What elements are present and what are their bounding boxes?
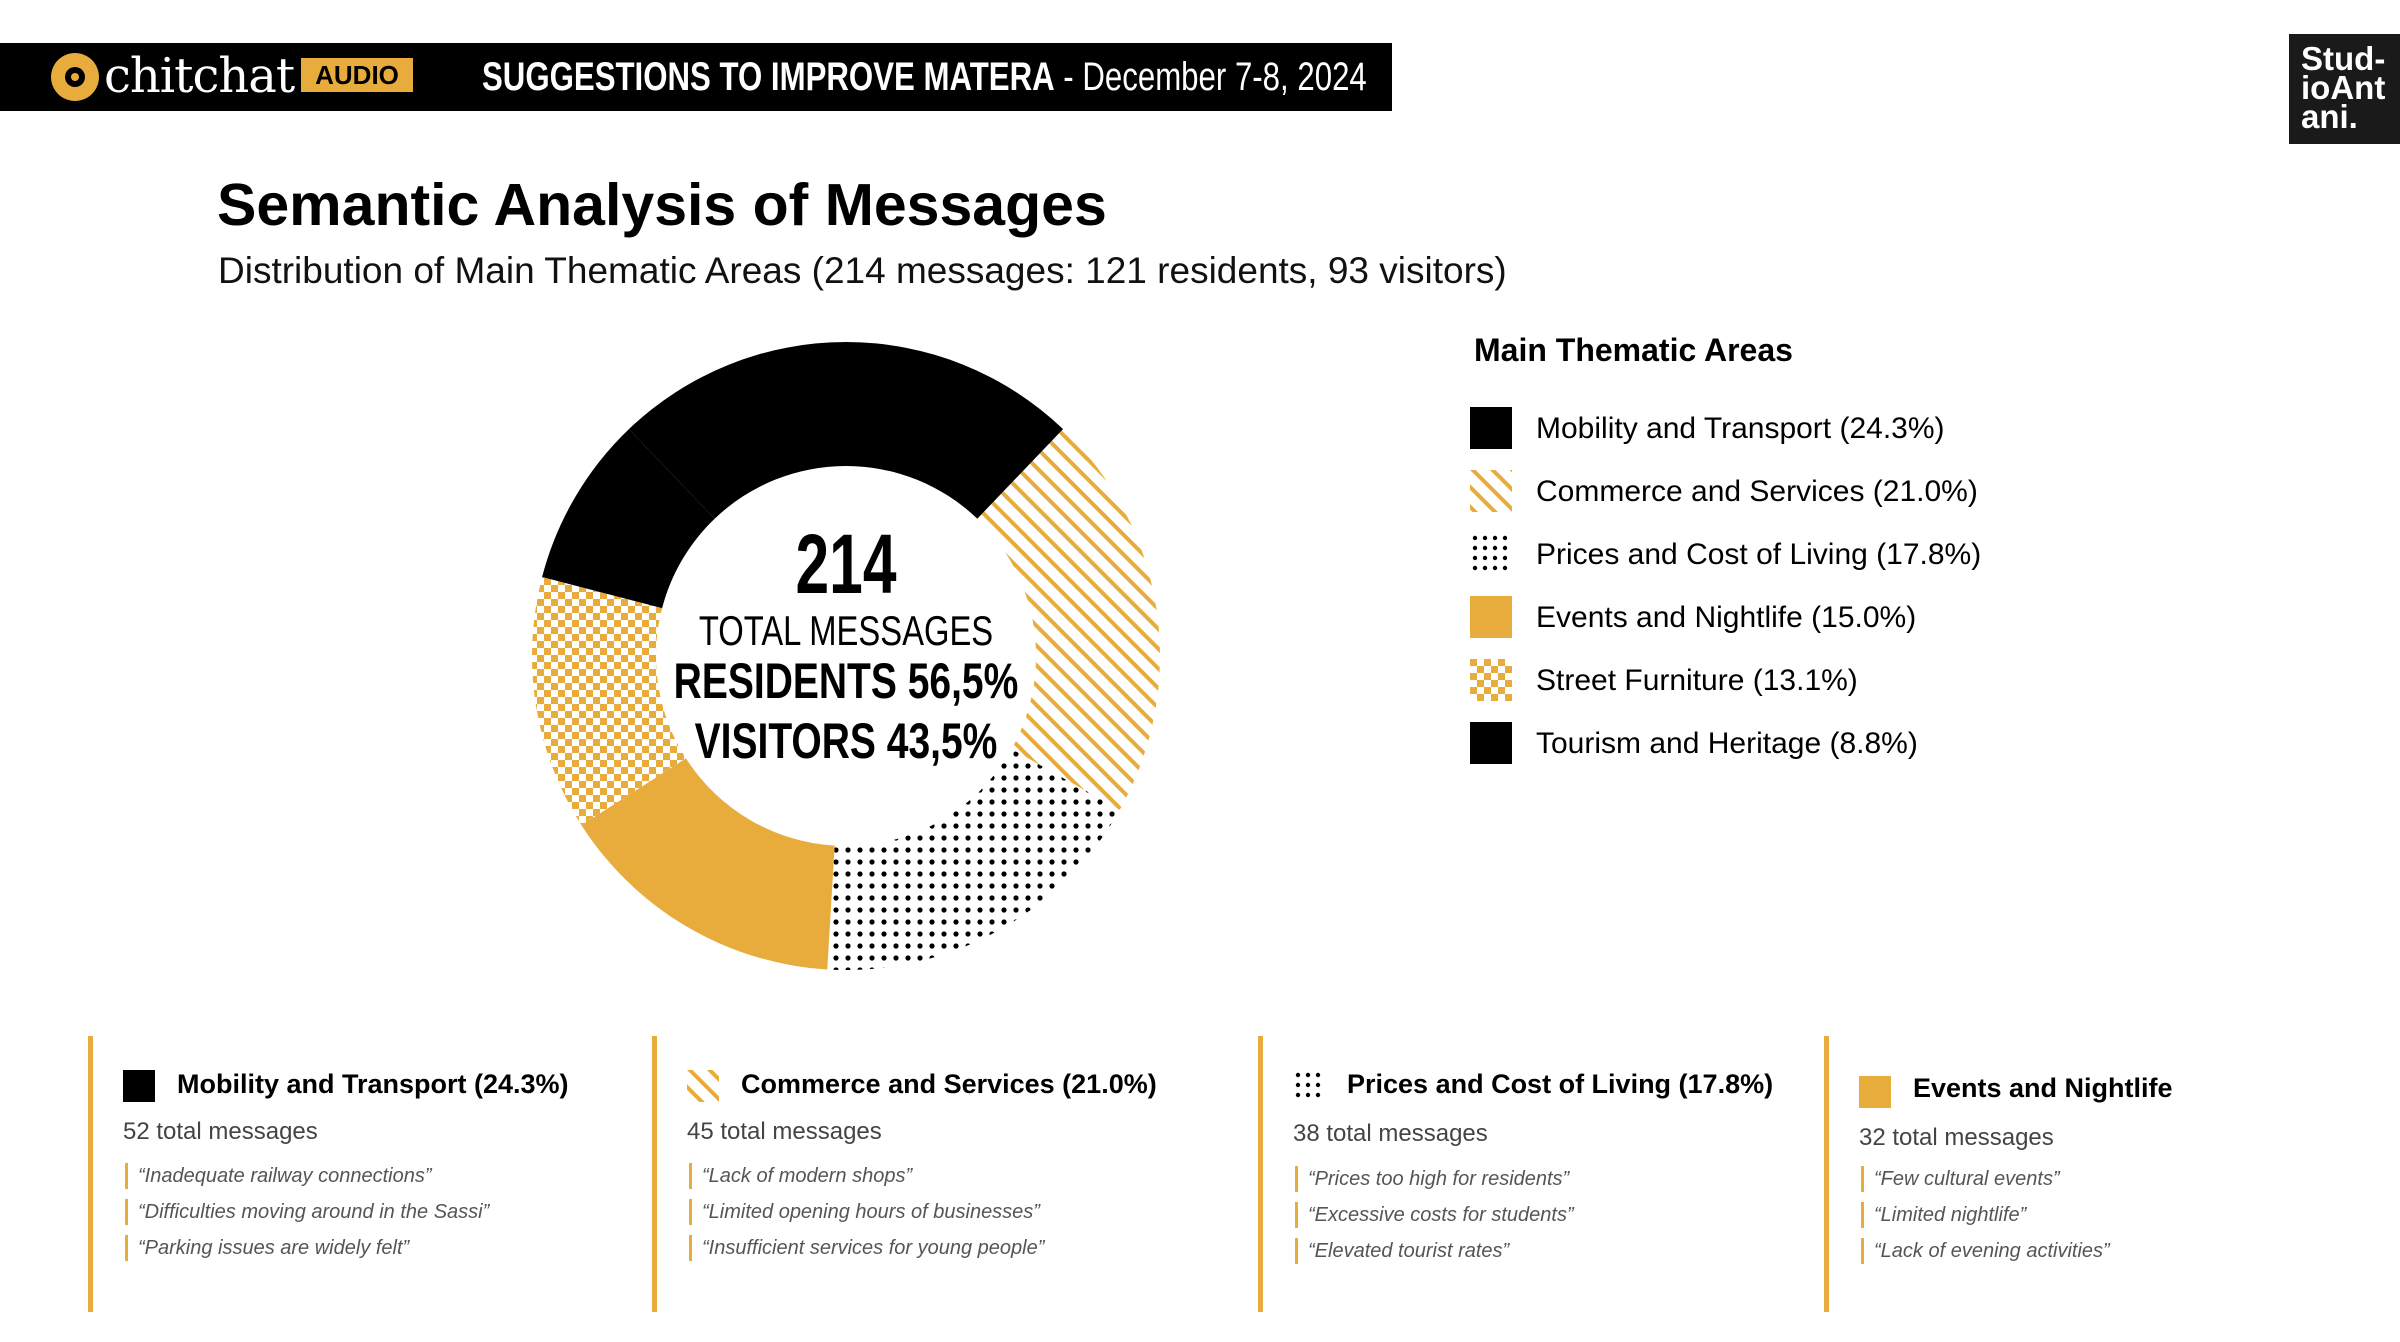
category-card: [1824, 1036, 2369, 1312]
card-quote: “Excessive costs for students”: [1295, 1202, 1574, 1228]
studio-logo: Stud- ioAnt ani.: [2289, 34, 2400, 144]
chitchat-logo-icon: [51, 53, 99, 101]
card-swatch: [1859, 1076, 1891, 1108]
center-label: TOTAL MESSAGES: [698, 607, 994, 654]
card-quote: “Elevated tourist rates”: [1295, 1238, 1509, 1264]
audio-badge: AUDIO: [298, 55, 416, 95]
card-quote: “Lack of modern shops”: [689, 1163, 912, 1189]
card-quote: “Inadequate railway connections”: [125, 1163, 432, 1189]
card-quote: “Few cultural events”: [1861, 1166, 2060, 1192]
card-title: Events and Nightlife: [1913, 1073, 2173, 1103]
legend-swatch: [1470, 407, 1512, 449]
legend-label: Commerce and Services (21.0%): [1536, 475, 1978, 508]
card-quote: “Prices too high for residents”: [1295, 1166, 1569, 1192]
legend-label: Events and Nightlife (15.0%): [1536, 601, 1917, 634]
legend-label: Prices and Cost of Living (17.8%): [1536, 538, 1982, 571]
card-quote: “Difficulties moving around in the Sassi”: [125, 1199, 489, 1225]
card-swatch: [123, 1070, 155, 1102]
legend-swatch: [1470, 533, 1512, 575]
legend-label: Mobility and Transport (24.3%): [1536, 412, 1945, 445]
card-swatch: [1293, 1070, 1325, 1102]
card-count: 45 total messages: [687, 1118, 882, 1145]
legend-label: Street Furniture (13.1%): [1536, 664, 1858, 697]
brand-name: chitchat: [104, 48, 295, 104]
legend-swatch: [1470, 470, 1512, 512]
card-title: Commerce and Services (21.0%): [741, 1069, 1157, 1099]
card-count: 52 total messages: [123, 1118, 318, 1145]
card-title: Mobility and Transport (24.3%): [177, 1069, 569, 1099]
header-bar: [0, 43, 1392, 111]
card-count: 38 total messages: [1293, 1120, 1488, 1147]
center-visitors: VISITORS 43,5%: [694, 713, 998, 769]
card-quote: “Lack of evening activities”: [1861, 1238, 2110, 1264]
card-title: Prices and Cost of Living (17.8%): [1347, 1069, 1774, 1099]
legend-title: Main Thematic Areas: [1474, 332, 1793, 368]
center-residents: RESIDENTS 56,5%: [673, 653, 1019, 709]
card-quote: “Limited opening hours of businesses”: [689, 1199, 1040, 1225]
legend-swatch: [1470, 659, 1512, 701]
legend-swatch: [1470, 596, 1512, 638]
page-subtitle: Distribution of Main Thematic Areas (214 messages: 121 residents, 93 visitors): [218, 250, 1507, 291]
page-title: Semantic Analysis of Messages: [217, 172, 1107, 238]
legend-label: Tourism and Heritage (8.8%): [1536, 727, 1918, 760]
header-title: SUGGESTIONS TO IMPROVE MATERA - December 7-8, 2024: [482, 55, 1367, 99]
category-card: [88, 1036, 653, 1312]
card-quote: “Parking issues are widely felt”: [125, 1235, 409, 1261]
card-quote: “Insufficient services for young people”: [689, 1235, 1044, 1261]
category-card: [1258, 1036, 1823, 1312]
donut-slice-mobility-and-transport: [629, 342, 1063, 519]
card-count: 32 total messages: [1859, 1124, 2054, 1151]
card-quote: “Limited nightlife”: [1861, 1202, 2026, 1228]
header-date: - December 7-8, 2024: [1054, 55, 1367, 99]
category-card: [652, 1036, 1217, 1312]
center-total: 214: [795, 517, 897, 611]
card-swatch: [687, 1070, 719, 1102]
legend-swatch: [1470, 722, 1512, 764]
